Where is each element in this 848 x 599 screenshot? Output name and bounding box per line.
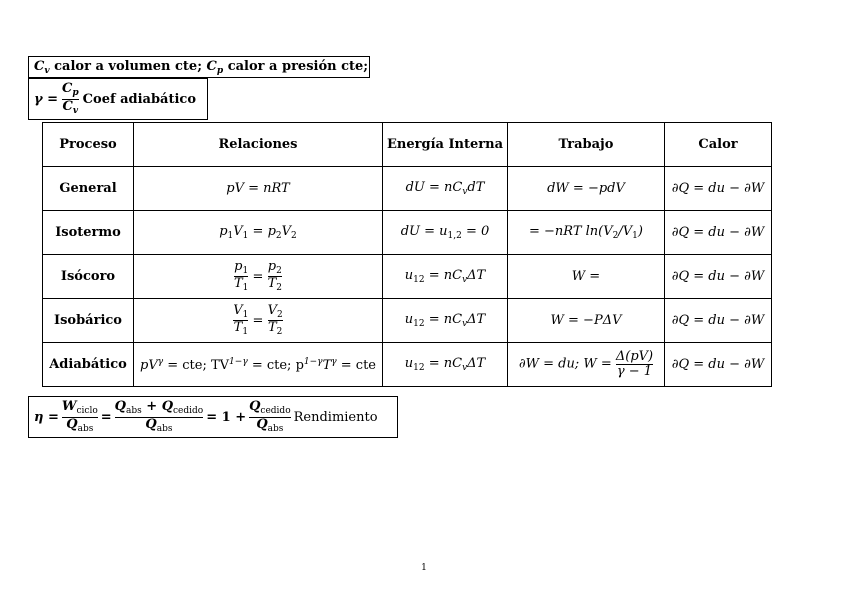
trabajo-cell: [508, 211, 665, 255]
energia-tail: dT: [467, 180, 485, 195]
table-row: [43, 167, 772, 211]
v: V: [233, 224, 243, 239]
cv-cp-definition-box: [28, 56, 370, 78]
rel-d: T: [322, 357, 332, 373]
sup-gamma: γ: [331, 356, 337, 367]
num-sub: p: [72, 88, 79, 99]
cp-symbol: C: [206, 59, 217, 74]
q: Q: [161, 399, 174, 415]
sub-2: 2: [612, 231, 619, 241]
cv-symbol: C: [34, 59, 45, 74]
w: W: [61, 399, 77, 415]
eta-symbol: η =: [34, 409, 59, 425]
q-sub: abs: [156, 423, 173, 434]
work-den: γ − 1: [616, 364, 653, 379]
energia-sub: v: [462, 187, 468, 197]
w-over-q-fraction: [62, 400, 98, 434]
rel-b: = cte; TV: [163, 357, 230, 373]
equals-one-plus: = 1 +: [206, 409, 247, 425]
energia-sub: 12: [413, 363, 425, 373]
cv-sub: v: [44, 66, 50, 76]
gamma-symbol: γ =: [34, 91, 59, 107]
proceso-cell: Adiabático: [43, 343, 134, 387]
energia-cell: [383, 167, 508, 211]
p: p: [219, 224, 228, 239]
calor-cell: ∂Q = du − ∂W: [665, 211, 772, 255]
header-relaciones: Relaciones: [134, 123, 383, 167]
q-sub: abs: [267, 423, 284, 434]
trabajo-cell: W = −PΔV: [508, 299, 665, 343]
thermodynamic-processes-table: [42, 122, 772, 387]
energia-tail2: ΔT: [467, 268, 486, 283]
gamma-label: Coef adiabático: [82, 91, 196, 107]
energia-text: dU = nC: [405, 180, 463, 195]
sub-2: 2: [276, 327, 283, 337]
energia-cell: [383, 299, 508, 343]
v: V: [233, 302, 243, 318]
p-over-t-1: [234, 260, 248, 294]
eq: =: [248, 269, 268, 284]
calor-cell: ∂Q = du − ∂W: [665, 255, 772, 299]
sub-2: 2: [291, 231, 297, 241]
energia-tail: = nC: [424, 356, 463, 371]
t: T: [234, 276, 243, 291]
energia-text: u: [404, 356, 414, 371]
den-symbol: C: [62, 98, 73, 114]
p-over-t-2: [268, 260, 282, 294]
work-fraction: [616, 350, 653, 378]
rel-a: pV: [140, 357, 158, 373]
q: Q: [256, 416, 268, 432]
q: Q: [66, 416, 78, 432]
sub-1: 1: [242, 283, 249, 293]
header-proceso: Proceso: [43, 123, 134, 167]
cp-sub: p: [216, 66, 224, 76]
rel-e: = cte: [336, 357, 376, 373]
relaciones-cell: [134, 211, 383, 255]
q: Q: [145, 416, 157, 432]
sub-1: 1: [242, 309, 249, 320]
q-sub: abs: [125, 406, 142, 417]
qced-fraction: [249, 400, 291, 434]
header-calor: Calor: [665, 123, 772, 167]
p: p: [267, 224, 276, 239]
eq: =: [248, 224, 268, 239]
table-row: [43, 255, 772, 299]
w-sub: ciclo: [76, 406, 98, 417]
sub-2: 2: [275, 231, 282, 241]
t: T: [233, 320, 243, 335]
energia-cell: [383, 255, 508, 299]
calor-cell: ∂Q = du − ∂W: [665, 343, 772, 387]
sub-1: 1: [242, 231, 249, 241]
energia-tail: = nC: [424, 312, 463, 327]
energia-tail2: ΔT: [467, 312, 486, 327]
t: T: [267, 320, 277, 335]
energia-sub2: v: [462, 363, 468, 373]
sub-1: 1: [242, 265, 249, 276]
q-sub: cedido: [260, 406, 291, 417]
sup-1mg: 1−γ: [229, 356, 248, 367]
plus: +: [141, 399, 162, 415]
rel-c: = cte; p: [247, 357, 304, 373]
trabajo-cell: dW = −pdV: [508, 167, 665, 211]
sub-1: 1: [242, 327, 249, 337]
v-over-t-2: [268, 304, 283, 338]
energia-sub: 1,2: [447, 231, 462, 241]
proceso-cell: General: [43, 167, 134, 211]
efficiency-definition-box: [28, 396, 398, 438]
trabajo-cell: W =: [508, 255, 665, 299]
energia-text: dU = u: [400, 224, 448, 239]
den-sub: v: [72, 105, 79, 116]
table-row: [43, 343, 772, 387]
gamma-definition-box: [28, 78, 208, 120]
cv-text: calor a volumen cte;: [49, 59, 207, 74]
gamma-denominator: [62, 99, 79, 116]
cp-text: calor a presión cte;: [223, 59, 369, 74]
energia-cell: [383, 211, 508, 255]
q-sub: cedido: [173, 406, 204, 417]
energia-tail: = 0: [461, 224, 490, 239]
energia-text: u: [404, 312, 414, 327]
energia-cell: [383, 343, 508, 387]
proceso-cell: Isobárico: [43, 299, 134, 343]
num-symbol: C: [62, 81, 73, 97]
table-row: [43, 299, 772, 343]
trabajo-b: /V: [618, 224, 633, 239]
rendimiento-label: Rendimiento: [293, 409, 378, 425]
table-header-row: [43, 123, 772, 167]
header-energia-interna: Energía Interna: [383, 123, 508, 167]
q-sub: abs: [77, 423, 94, 434]
q: Q: [114, 399, 126, 415]
v: V: [281, 224, 292, 239]
sub-2: 2: [276, 309, 283, 320]
proceso-cell: Isotermo: [43, 211, 134, 255]
energia-sub: 12: [413, 275, 425, 285]
header-trabajo: Trabajo: [508, 123, 665, 167]
page-number: 1: [421, 563, 427, 573]
equals: =: [100, 409, 112, 425]
energia-tail: = nC: [424, 268, 463, 283]
table-row: [43, 211, 772, 255]
qsum-fraction: [115, 400, 204, 434]
sub-1: 1: [632, 231, 638, 241]
energia-sub2: v: [462, 319, 468, 329]
sub-2: 2: [276, 283, 282, 293]
sup-gamma: γ: [157, 356, 164, 367]
trabajo-a: = −nRT ln(V: [529, 224, 613, 239]
p: p: [234, 258, 243, 274]
gamma-fraction: [62, 82, 79, 116]
relaciones-cell: pV = nRT: [134, 167, 383, 211]
v: V: [267, 302, 277, 318]
energia-sub2: v: [462, 275, 468, 285]
gamma-numerator: [62, 82, 79, 98]
sub-1: 1: [227, 231, 234, 241]
energia-tail2: ΔT: [467, 356, 486, 371]
trabajo-cell: [508, 343, 665, 387]
proceso-cell: Isócoro: [43, 255, 134, 299]
trabajo-a: ∂W = du; W =: [518, 357, 612, 372]
calor-cell: ∂Q = du − ∂W: [665, 167, 772, 211]
trabajo-c: ): [637, 224, 643, 239]
t: T: [267, 276, 277, 291]
q: Q: [249, 399, 261, 415]
p: p: [267, 258, 277, 274]
sup-1mg: 1−γ: [303, 356, 323, 367]
energia-text: u: [404, 268, 414, 283]
sub-2: 2: [276, 265, 282, 276]
relaciones-cell: [134, 343, 383, 387]
v-over-t-1: [233, 304, 248, 338]
relaciones-cell: [134, 255, 383, 299]
eq: =: [248, 313, 268, 328]
energia-sub: 12: [413, 319, 425, 329]
relaciones-cell: [134, 299, 383, 343]
work-num: Δ(pV): [615, 349, 654, 365]
calor-cell: ∂Q = du − ∂W: [665, 299, 772, 343]
